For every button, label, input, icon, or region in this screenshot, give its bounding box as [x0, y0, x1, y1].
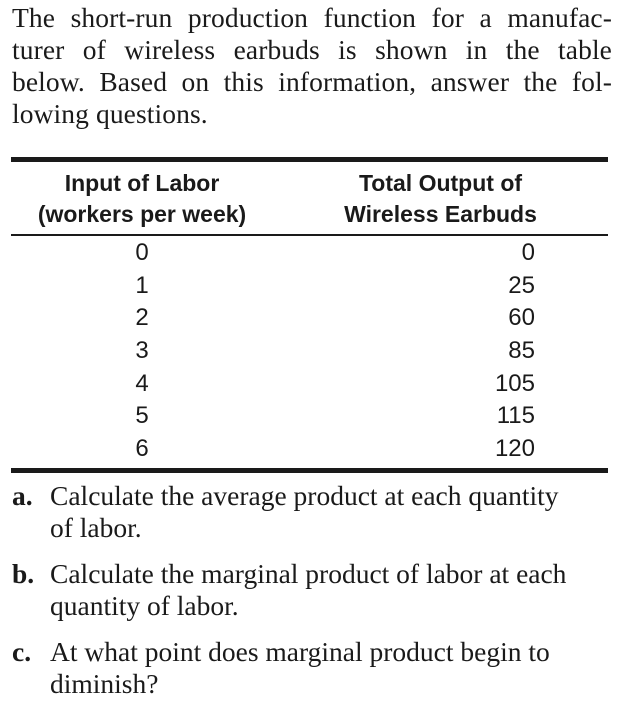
labor-cell: 2: [135, 304, 149, 332]
labor-cell: 4: [135, 369, 149, 397]
output-cell: 115: [496, 402, 535, 430]
question-line: At what point does marginal product begin to: [50, 636, 550, 667]
labor-header-line: (workers per week): [37, 200, 247, 227]
intro-line: turer of wireless earbuds is shown in the table: [12, 34, 612, 65]
question-list: [12, 480, 612, 714]
output-cell: 25: [508, 271, 535, 299]
table-header: [11, 162, 608, 234]
question-line: of labor.: [50, 512, 142, 543]
question-letter: b.: [12, 558, 35, 589]
labor-cell: 6: [135, 434, 149, 462]
intro-line: below. Based on this information, answer the fol-: [12, 66, 612, 97]
production-table: [11, 157, 608, 473]
question-item: [12, 480, 612, 544]
labor-cell: 0: [135, 239, 149, 267]
table-body: [11, 236, 608, 468]
question-letter: c.: [12, 636, 32, 667]
intro-line: The short-run production function for a manufac-: [12, 2, 612, 33]
output-cell: 120: [494, 434, 535, 462]
question-text: [50, 636, 612, 700]
table-row: [11, 400, 608, 433]
output-header-line: Total Output of: [358, 169, 523, 196]
question-line: quantity of labor.: [50, 590, 239, 621]
table-row: [11, 433, 608, 466]
question-text: [50, 558, 612, 622]
table-row: [11, 302, 608, 335]
question-text: [50, 480, 612, 544]
question-letter: a.: [12, 480, 33, 511]
table-row: [11, 335, 608, 368]
table-row: [11, 237, 608, 270]
intro-line: lowing questions.: [12, 98, 208, 129]
question-line: Calculate the marginal product of labor at each: [50, 558, 567, 589]
output-cell: 105: [494, 369, 535, 397]
question-line: Calculate the average product at each quantity: [50, 480, 559, 511]
labor-cell: 5: [135, 402, 149, 430]
question-item: [12, 636, 612, 700]
intro-paragraph: [12, 2, 612, 130]
question-item: [12, 558, 612, 622]
output-cell: 85: [508, 337, 535, 365]
labor-header-line: Input of Labor: [64, 169, 220, 196]
table-bottom-rule: [11, 468, 608, 473]
table-row: [11, 367, 608, 400]
output-column-header: [273, 167, 608, 230]
question-line: diminish?: [50, 668, 159, 699]
table-row: [11, 270, 608, 303]
labor-column-header: [11, 167, 273, 230]
labor-cell: 1: [135, 271, 149, 299]
output-cell: 0: [521, 239, 535, 267]
output-header-line: Wireless Earbuds: [344, 200, 537, 227]
output-cell: 60: [508, 304, 535, 332]
labor-cell: 3: [135, 337, 149, 365]
